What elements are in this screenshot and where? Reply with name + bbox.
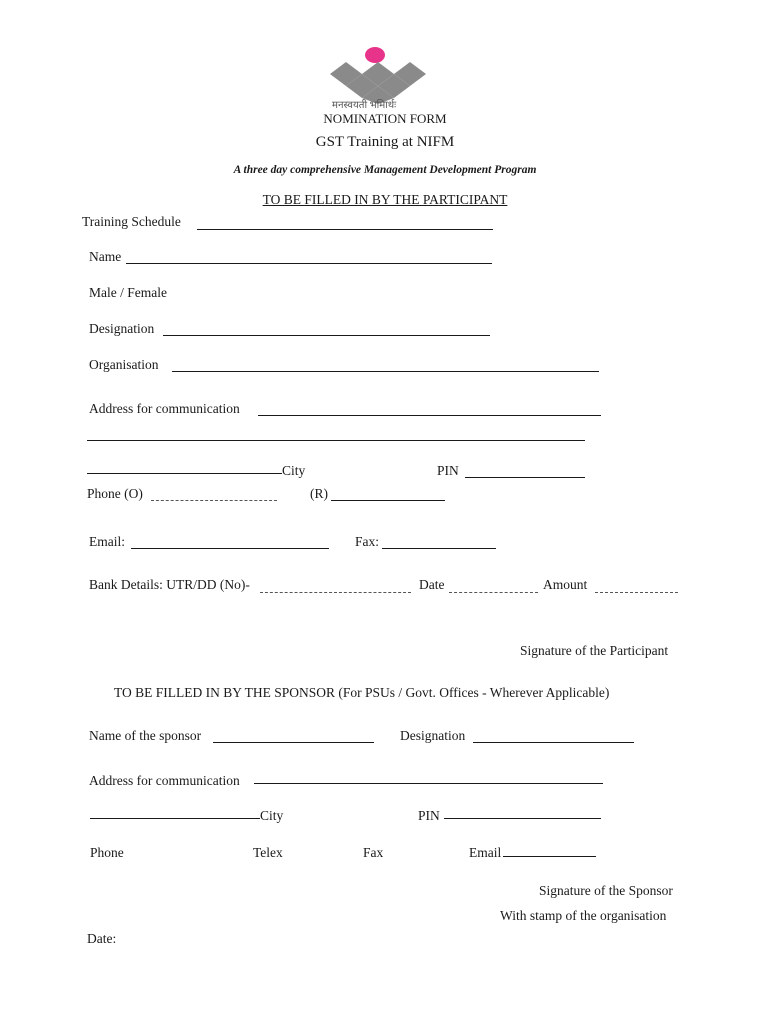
participant-pin-label: PIN xyxy=(437,463,459,478)
bank-details-field[interactable] xyxy=(260,592,411,593)
phone-residence-label: (R) xyxy=(310,486,328,501)
participant-section-heading: TO BE FILLED IN BY THE PARTICIPANT xyxy=(262,192,508,207)
program-subtitle: A three day comprehensive Management Development Program xyxy=(233,164,537,176)
participant-address-field-1[interactable] xyxy=(258,415,601,416)
sponsor-name-field[interactable] xyxy=(213,742,374,743)
phone-office-label: Phone (O) xyxy=(87,486,143,501)
organisation-label: Organisation xyxy=(89,357,159,372)
amount-label: Amount xyxy=(543,577,588,592)
sponsor-section-heading: TO BE FILLED IN BY THE SPONSOR (For PSUs / Govt. Offices - Wherever Applicable) xyxy=(114,685,610,700)
participant-email-field[interactable] xyxy=(131,548,329,549)
sponsor-address-field[interactable] xyxy=(254,783,603,784)
sponsor-city-field[interactable] xyxy=(90,818,260,819)
payment-date-field[interactable] xyxy=(449,592,538,593)
sponsor-designation-label: Designation xyxy=(400,728,466,743)
participant-city-field[interactable] xyxy=(87,473,282,474)
participant-fax-field[interactable] xyxy=(382,548,496,549)
sponsor-telex-label: Telex xyxy=(253,845,283,860)
participant-fax-label: Fax: xyxy=(355,534,380,549)
participant-email-label: Email: xyxy=(89,534,125,549)
participant-signature-label: Signature of the Participant xyxy=(520,643,669,658)
sponsor-city-label: City xyxy=(260,808,284,823)
phone-residence-field[interactable] xyxy=(331,500,445,501)
gender-label: Male / Female xyxy=(89,285,167,300)
participant-name-label: Name xyxy=(89,249,122,264)
participant-city-label: City xyxy=(282,463,306,478)
sponsor-email-label: Email xyxy=(469,845,502,860)
sponsor-stamp-label: With stamp of the organisation xyxy=(500,908,667,923)
sponsor-fax-label: Fax xyxy=(363,845,384,860)
sponsor-pin-label: PIN xyxy=(418,808,440,823)
amount-field[interactable] xyxy=(595,592,678,593)
sponsor-address-label: Address for communication xyxy=(89,773,240,788)
participant-address-field-2[interactable] xyxy=(87,440,585,441)
logo-caption: मनस्वयती भमिार्थः xyxy=(332,100,397,111)
sponsor-name-label: Name of the sponsor xyxy=(89,728,202,743)
form-title: NOMINATION FORM xyxy=(323,111,447,126)
organisation-field[interactable] xyxy=(172,371,599,372)
course-title: GST Training at NIFM xyxy=(315,134,455,150)
training-schedule-label: Training Schedule xyxy=(82,214,181,229)
sponsor-date-label: Date: xyxy=(87,931,117,946)
participant-designation-field[interactable] xyxy=(163,335,490,336)
participant-pin-field[interactable] xyxy=(465,477,585,478)
payment-date-label: Date xyxy=(419,577,445,592)
sponsor-designation-field[interactable] xyxy=(473,742,634,743)
participant-designation-label: Designation xyxy=(89,321,155,336)
training-schedule-field[interactable] xyxy=(197,229,493,230)
sponsor-pin-field[interactable] xyxy=(444,818,601,819)
bank-details-label: Bank Details: UTR/DD (No)- xyxy=(89,577,250,592)
sponsor-email-field[interactable] xyxy=(503,856,596,857)
participant-name-field[interactable] xyxy=(126,263,492,264)
participant-address-label: Address for communication xyxy=(89,401,240,416)
sponsor-phone-label: Phone xyxy=(90,845,124,860)
phone-office-field[interactable] xyxy=(151,500,277,501)
sponsor-signature-label: Signature of the Sponsor xyxy=(539,883,673,898)
